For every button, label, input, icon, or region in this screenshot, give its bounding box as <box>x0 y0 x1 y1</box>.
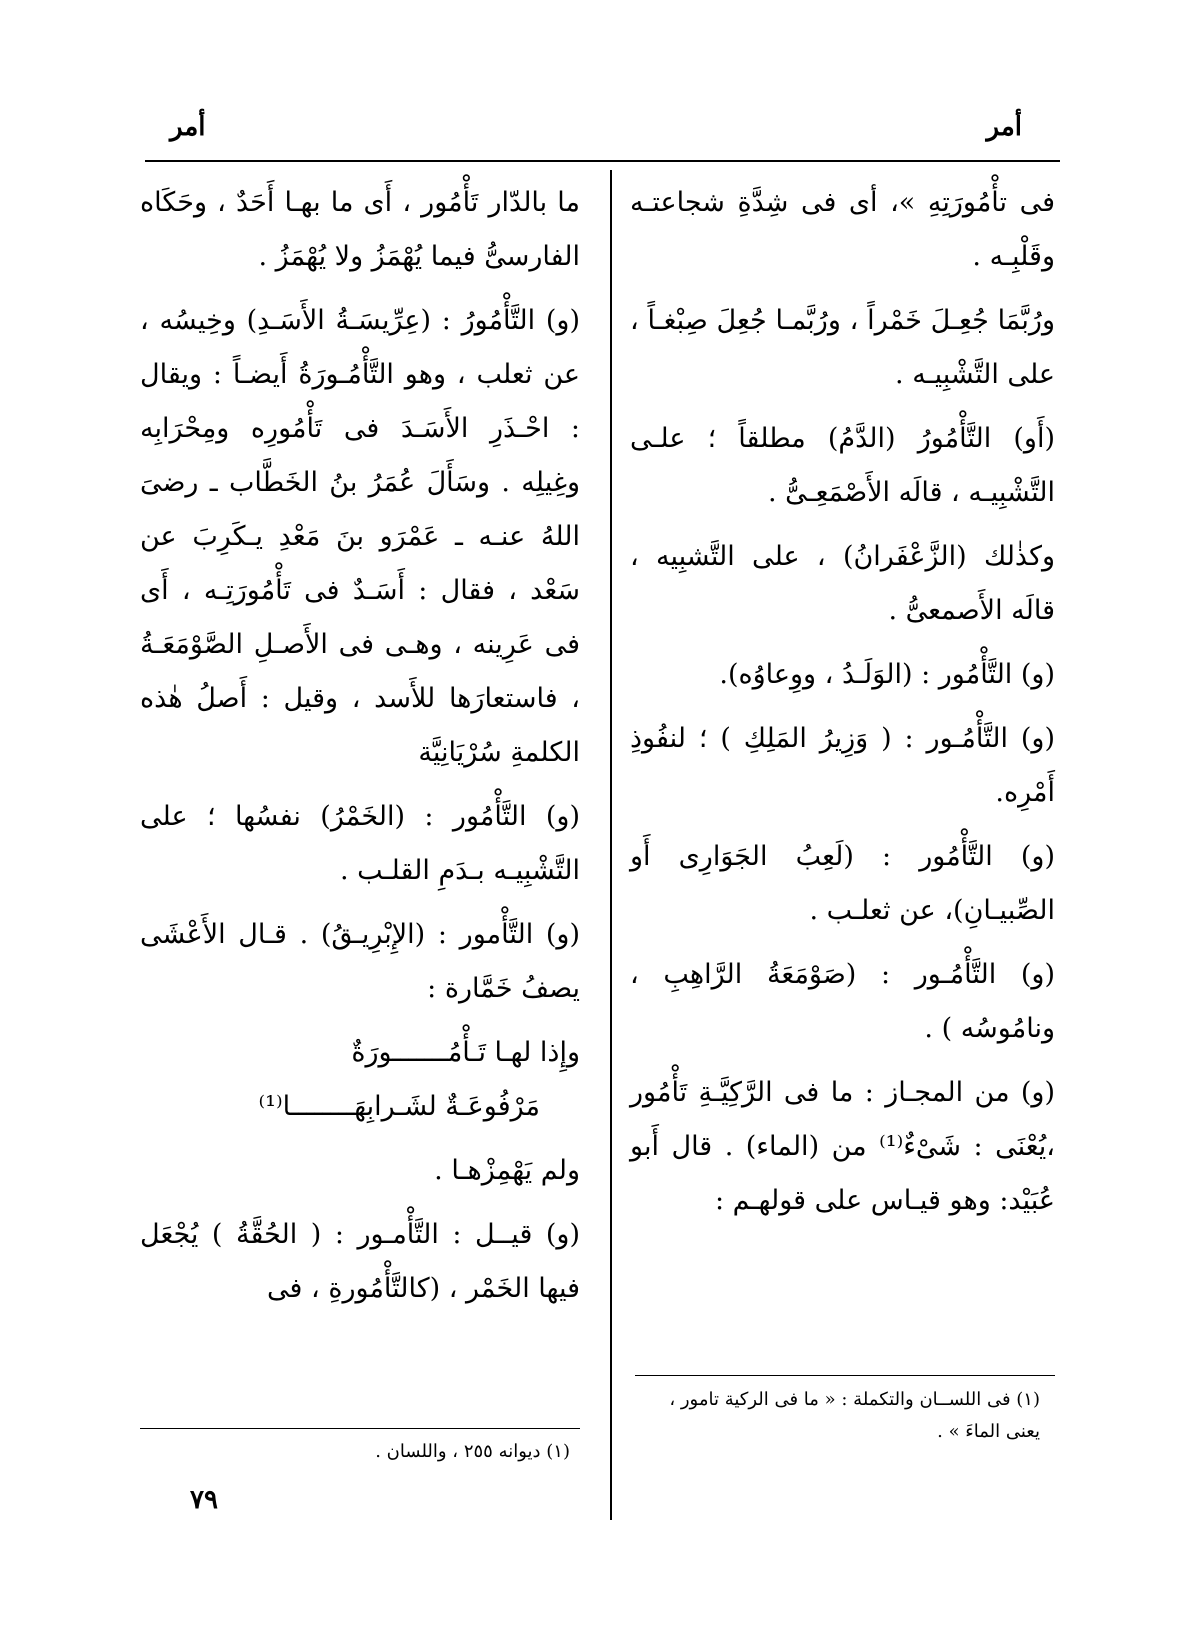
footnote-rule-left <box>140 1428 580 1429</box>
paragraph: (و) من المجـاز : ما فى الرَّكِيَّـةِ تَأْمُور ،يُعْنَى : شَىْءٌ⁽¹⁾ من (الماء) . قال أَبو عُبَيْد: وهو قيـاس على قولهـم : <box>630 1077 1056 1216</box>
paragraph: (و) التَّأْمُور : (الوَلَـدُ ، ووِعاوُه). <box>719 659 1055 690</box>
paragraph: (و) قيــل : التَّأْمـور : ( الحُقَّةُ ) يُجْعَل فيها الخَمْر ، (كالتَّأْمُورةِ ، فى <box>140 1219 580 1304</box>
verse-line: وإِذا لهـا تَـأْمُـــــــورَةٌ <box>351 1037 580 1068</box>
paragraph: (و) التَّأْمُـور : (صَوْمَعَةُ الرَّاهِبِ ، ونامُوسُه ) . <box>630 959 1055 1044</box>
right-column <box>630 176 1055 1238</box>
paragraph: (أَو) التَّأْمُورُ (الدَّمُ) مطلقاً ؛ علـى التَّشْبِيـه ، قالَه الأَصْمَعِـىُّ . <box>630 423 1055 508</box>
paragraph: (و) التَّأْمُـور : ( وَزِيرُ المَلِكِ ) ؛ لنفُوذِ أَمْرِه. <box>630 723 1055 808</box>
left-column <box>140 176 580 1326</box>
paragraph: (و) التَّأْمُور : (لَعِبُ الجَوَارِى أَو الصِّبيـانِ)، عن ثعلـب . <box>630 841 1055 926</box>
footnote-rule-right <box>635 1375 1055 1376</box>
paragraph: (و) التَّأْمُور : (الخَمْرُ) نفسُها ؛ على التَّشْبِيـه بـدَمِ القلـب . <box>140 801 580 886</box>
verse-comment: ولم يَهْمِزْهـا . <box>434 1155 580 1186</box>
footnote-left: (١) ديوانه ٢٥٥ ، واللسان . <box>375 1441 570 1462</box>
paragraph: ورُبَّمَا جُعِـلَ خَمْراً ، ورُبَّمـا جُعِلَ صِبْغـاً ، على التَّشْبِيـه . <box>630 305 1055 390</box>
verse-line: مَرْفُوعَـةٌ لشَـرابِهَــــــــا⁽¹⁾ <box>258 1091 540 1122</box>
paragraph: (و) التَّأْمُورُ : (عِرِّيسَـةُ الأَسَـدِ) وخِيسُه ، عن ثعلب ، وهو التَّأْمُـورَةُ أَيضـاً : ويقال : احْـذَرِ الأَسَـدَ فى تَأْمُورِه ومِحْرَابِه وغِيلِه . وسَأَلَ عُمَرُ بنُ الخَطَّاب ـ رضىَ اللهُ عنـه ـ عَمْرَو بنَ مَعْدِ يـكَرِبَ عن سَعْد ، فقال : أَسَـدٌ فى تَأْمُورَتِـه ، أَى فى عَرِينه ، وهـى فى الأَصـلِ الصَّوْمَعَـةُ ، فاستعارَها للأَسد ، وقيل : أَصلُ هٰذه الكلمةِ سُرْيَانِيَّة <box>140 305 580 768</box>
footnote-right: (١) فى اللســان والتكملة : « ما فى الركية تامور ، يعنى الماءَ » . <box>669 1389 1040 1442</box>
page-number: ٧٩ <box>190 1485 218 1515</box>
header-rule <box>145 160 1060 162</box>
paragraph: فى تأْمُورَتِهِ »، أى فى شِدَّةِ شجاعتـه وقَلْبِـه . <box>630 187 1055 272</box>
paragraph: (و) التَّأْمور : (الإِبْرِيـقُ) . قـال الأَعْشَى يصفُ خَمَّارة : <box>140 919 580 1004</box>
header-entry-word-left: أمر <box>170 112 206 142</box>
header-entry-word-right: أمر <box>986 112 1022 142</box>
paragraph: وكذٰلك (الزَّعْفَرانُ) ، على التَّشبِيه ، قالَه الأَصمعىُّ . <box>630 541 1055 626</box>
paragraph: ما بالدّار تَأْمُور ، أَى ما بهـا أَحَدٌ ، وحَكَاه الفارسىُّ فيما يُهْمَزُ ولا يُهْمَزُ . <box>140 187 580 272</box>
column-divider <box>610 170 612 1520</box>
